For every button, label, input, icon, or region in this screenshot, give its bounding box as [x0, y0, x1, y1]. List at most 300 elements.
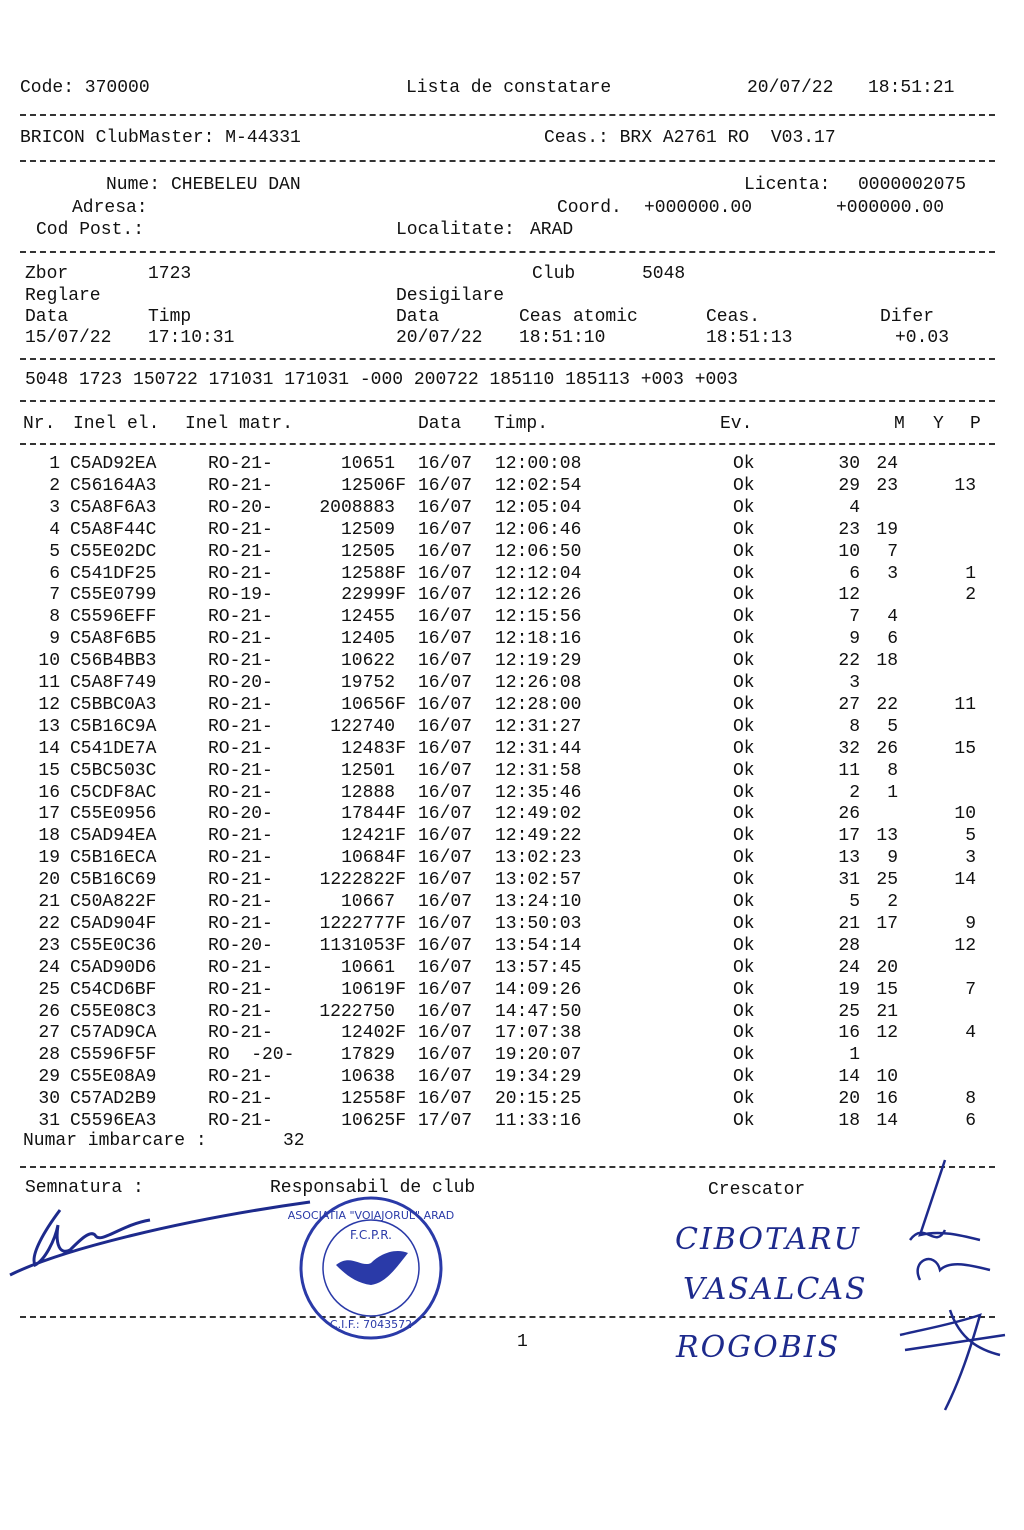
row-data: 16/07	[418, 738, 473, 759]
row-inel-matr-number: 2008883	[319, 497, 395, 518]
row-m: 19	[838, 979, 860, 1000]
row-inel-matr-number: 10625F	[341, 1111, 406, 1131]
row-inel-el: C541DE7A	[70, 738, 157, 759]
row-inel-matr-prefix: RO-20-	[208, 497, 273, 518]
row-ev: Ok	[733, 892, 755, 912]
row-ev: Ok	[733, 475, 755, 496]
row-m: 13	[838, 848, 860, 869]
club-stamp	[287, 1193, 455, 1343]
row-data: 16/07	[418, 892, 473, 912]
row-inel-el: C55E08C3	[70, 1001, 157, 1022]
row-timp: 12:26:08	[495, 673, 582, 693]
row-m: 12	[838, 585, 860, 606]
row-data: 16/07	[418, 673, 473, 693]
table-row	[0, 979, 1024, 1001]
row-inel-matr-number: 1222822F	[319, 870, 406, 891]
row-inel-el: C5596EA3	[70, 1111, 157, 1131]
divider	[20, 443, 995, 445]
row-p: 5	[965, 826, 976, 847]
row-y: 16	[876, 1089, 898, 1110]
row-inel-matr-number: 122740	[330, 716, 395, 737]
row-ev: Ok	[733, 497, 755, 518]
row-m: 30	[838, 454, 860, 474]
row-inel-matr-prefix: RO-21-	[208, 870, 273, 891]
row-ev: Ok	[733, 673, 755, 693]
row-data: 16/07	[418, 826, 473, 847]
numar-value: 32	[283, 1131, 305, 1151]
divider	[20, 160, 995, 162]
row-inel-matr-number: 10667	[340, 892, 395, 912]
row-ev: Ok	[733, 1001, 755, 1022]
row-inel-el: C57AD2B9	[70, 1089, 157, 1110]
row-inel-matr-prefix: RO-21-	[208, 607, 273, 628]
row-inel-matr-number: 12402F	[341, 1023, 406, 1044]
row-y: 18	[876, 651, 898, 672]
row-y: 13	[876, 826, 898, 847]
table-row	[0, 869, 1024, 891]
row-y: 21	[876, 1001, 898, 1022]
row-inel-matr-prefix: RO-21-	[208, 760, 273, 781]
desig-data-label: Data	[396, 307, 440, 327]
handwritten-name-2: VASALCAS	[683, 1272, 868, 1307]
row-nr: 23	[38, 935, 60, 956]
row-inel-matr-prefix: RO-21-	[208, 1067, 273, 1088]
row-ev: Ok	[733, 1089, 755, 1110]
row-inel-matr-number: 12588F	[341, 563, 406, 584]
row-nr: 6	[49, 563, 60, 584]
row-p: 15	[954, 738, 976, 759]
row-y: 14	[876, 1111, 898, 1131]
row-p: 9	[965, 913, 976, 934]
row-ev: Ok	[733, 629, 755, 650]
row-m: 18	[838, 1111, 860, 1131]
row-inel-el: C5A8F6A3	[70, 497, 157, 518]
row-ev: Ok	[733, 607, 755, 628]
row-inel-el: C541DF25	[70, 563, 157, 584]
row-m: 16	[838, 1023, 860, 1044]
reglare-timp: 17:10:31	[148, 328, 235, 348]
row-inel-matr-number: 12501	[340, 760, 395, 781]
ceas-atomic-label: Ceas atomic	[519, 307, 638, 327]
row-timp: 19:20:07	[495, 1045, 582, 1066]
zbor-label: Zbor	[25, 264, 69, 284]
zbor-value: 1723	[148, 264, 192, 284]
row-p: 1	[965, 563, 976, 584]
row-inel-el: C50A822F	[70, 892, 157, 912]
row-data: 17/07	[418, 1111, 473, 1131]
row-data: 16/07	[418, 1001, 473, 1022]
row-y: 26	[876, 738, 898, 759]
row-nr: 13	[38, 716, 60, 737]
row-ev: Ok	[733, 826, 755, 847]
row-inel-el: C55E0799	[70, 585, 157, 606]
row-inel-matr-prefix: RO-20-	[208, 804, 273, 825]
row-nr: 26	[38, 1001, 60, 1022]
row-inel-el: C5AD92EA	[70, 454, 157, 474]
row-timp: 20:15:25	[495, 1089, 582, 1110]
row-ev: Ok	[733, 563, 755, 584]
semnatura-label: Semnatura :	[25, 1178, 144, 1198]
reglare-data-label: Data	[25, 307, 69, 327]
row-inel-matr-number: 22999F	[341, 585, 406, 606]
row-p: 14	[954, 870, 976, 891]
row-inel-matr-number: 12888	[340, 782, 395, 803]
row-data: 16/07	[418, 1023, 473, 1044]
row-m: 26	[838, 804, 860, 825]
row-m: 27	[838, 694, 860, 715]
row-inel-el: C5AD904F	[70, 913, 157, 934]
row-inel-matr-prefix: RO-21-	[208, 1111, 273, 1131]
divider	[20, 400, 995, 402]
row-ev: Ok	[733, 519, 755, 540]
row-data: 16/07	[418, 519, 473, 540]
row-inel-matr-prefix: RO-21-	[208, 454, 273, 474]
row-data: 16/07	[418, 1045, 473, 1066]
table-row	[0, 957, 1024, 979]
col-p: P	[970, 414, 981, 434]
row-inel-el: C55E0C36	[70, 935, 157, 956]
ceas-atomic: 18:51:10	[519, 328, 606, 348]
row-nr: 10	[38, 651, 60, 672]
row-m: 20	[838, 1089, 860, 1110]
row-inel-matr-number: 17844F	[341, 804, 406, 825]
col-inel-el: Inel el.	[73, 414, 160, 434]
row-inel-matr-prefix: RO -20-	[208, 1045, 295, 1066]
svg-text:ASOCIATIA "VOIAJORUL" ARAD: ASOCIATIA "VOIAJORUL" ARAD	[287, 1209, 455, 1222]
signature-left	[0, 1180, 320, 1300]
table-row	[0, 935, 1024, 957]
row-ev: Ok	[733, 738, 755, 759]
row-data: 16/07	[418, 694, 473, 715]
divider	[20, 358, 995, 360]
row-nr: 20	[38, 870, 60, 891]
numar-label: Numar imbarcare :	[23, 1131, 207, 1151]
table-row	[0, 1110, 1024, 1132]
row-nr: 14	[38, 738, 60, 759]
table-row	[0, 738, 1024, 760]
row-inel-matr-number: 12505	[340, 541, 395, 562]
table-row	[0, 563, 1024, 585]
row-inel-el: C5596F5F	[70, 1045, 157, 1066]
row-nr: 5	[49, 541, 60, 562]
col-y: Y	[933, 414, 944, 434]
row-y: 5	[887, 716, 898, 737]
clock-info: Ceas.: BRX A2761 RO V03.17	[544, 128, 836, 148]
row-timp: 17:07:38	[495, 1023, 582, 1044]
row-y: 1	[887, 782, 898, 803]
row-timp: 14:47:50	[495, 1001, 582, 1022]
row-nr: 19	[38, 848, 60, 869]
row-timp: 13:54:14	[495, 935, 582, 956]
row-data: 16/07	[418, 913, 473, 934]
row-inel-el: C5CDF8AC	[70, 782, 157, 803]
col-timp: Timp.	[494, 414, 549, 434]
row-y: 2	[887, 892, 898, 912]
row-data: 16/07	[418, 979, 473, 1000]
nume-value: CHEBELEU DAN	[171, 175, 301, 195]
row-ev: Ok	[733, 979, 755, 1000]
row-timp: 12:49:02	[495, 804, 582, 825]
row-data: 16/07	[418, 848, 473, 869]
row-inel-matr-number: 12405	[340, 629, 395, 650]
row-inel-matr-prefix: RO-21-	[208, 957, 273, 978]
row-timp: 12:00:08	[495, 454, 582, 474]
row-nr: 8	[49, 607, 60, 628]
row-m: 5	[849, 892, 860, 912]
row-inel-matr-number: 17829	[340, 1045, 395, 1066]
row-m: 2	[849, 782, 860, 803]
row-m: 7	[849, 607, 860, 628]
row-nr: 15	[38, 760, 60, 781]
row-nr: 29	[38, 1067, 60, 1088]
table-row	[0, 891, 1024, 913]
row-timp: 13:02:23	[495, 848, 582, 869]
row-inel-matr-number: 1131053F	[319, 935, 406, 956]
row-inel-matr-number: 19752	[340, 673, 395, 693]
row-inel-matr-prefix: RO-21-	[208, 826, 273, 847]
row-inel-matr-prefix: RO-21-	[208, 651, 273, 672]
row-m: 3	[849, 673, 860, 693]
row-m: 24	[838, 957, 860, 978]
row-timp: 12:06:50	[495, 541, 582, 562]
row-p: 11	[954, 694, 976, 715]
table-row	[0, 1066, 1024, 1088]
row-inel-matr-number: 10684F	[341, 848, 406, 869]
row-inel-el: C57AD9CA	[70, 1023, 157, 1044]
localitate-label: Localitate:	[396, 220, 515, 240]
licenta-value: 0000002075	[858, 175, 967, 195]
row-inel-matr-prefix: RO-21-	[208, 848, 273, 869]
row-timp: 19:34:29	[495, 1067, 582, 1088]
print-date: 20/07/22	[747, 78, 834, 98]
table-row	[0, 803, 1024, 825]
row-ev: Ok	[733, 848, 755, 869]
svg-text:C.I.F.: 7043572: C.I.F.: 7043572	[329, 1318, 413, 1331]
row-inel-matr-prefix: RO-21-	[208, 716, 273, 737]
row-m: 6	[849, 563, 860, 584]
ceas-value: 18:51:13	[706, 328, 793, 348]
coord-x: +000000.00	[644, 198, 753, 218]
row-nr: 24	[38, 957, 60, 978]
row-nr: 11	[38, 673, 60, 693]
reglare-data: 15/07/22	[25, 328, 112, 348]
row-timp: 13:02:57	[495, 870, 582, 891]
localitate-value: ARAD	[530, 220, 574, 240]
row-y: 6	[887, 629, 898, 650]
table-row	[0, 584, 1024, 606]
row-y: 10	[876, 1067, 898, 1088]
row-p: 3	[965, 848, 976, 869]
row-inel-matr-number: 12455	[340, 607, 395, 628]
print-time: 18:51:21	[868, 78, 955, 98]
club-label: Club	[532, 264, 576, 284]
row-inel-matr-prefix: RO-21-	[208, 694, 273, 715]
row-data: 16/07	[418, 475, 473, 496]
table-row	[0, 716, 1024, 738]
row-inel-matr-prefix: RO-21-	[208, 629, 273, 650]
table-row	[0, 497, 1024, 519]
row-data: 16/07	[418, 716, 473, 737]
row-data: 16/07	[418, 629, 473, 650]
row-m: 14	[838, 1067, 860, 1088]
row-inel-matr-prefix: RO-21-	[208, 541, 273, 562]
row-data: 16/07	[418, 541, 473, 562]
row-inel-matr-prefix: RO-20-	[208, 935, 273, 956]
row-data: 16/07	[418, 585, 473, 606]
row-inel-el: C56B4BB3	[70, 651, 157, 672]
row-timp: 12:12:26	[495, 585, 582, 606]
row-p: 7	[965, 979, 976, 1000]
row-ev: Ok	[733, 454, 755, 474]
table-row	[0, 519, 1024, 541]
row-ev: Ok	[733, 651, 755, 672]
row-data: 16/07	[418, 935, 473, 956]
row-inel-matr-number: 10619F	[341, 979, 406, 1000]
row-nr: 3	[49, 497, 60, 518]
row-m: 31	[838, 870, 860, 891]
row-ev: Ok	[733, 1045, 755, 1066]
row-inel-el: C5B16ECA	[70, 848, 157, 869]
row-inel-el: C55E02DC	[70, 541, 157, 562]
coord-y: +000000.00	[836, 198, 945, 218]
row-inel-el: C5A8F749	[70, 673, 157, 693]
row-timp: 12:19:29	[495, 651, 582, 672]
row-data: 16/07	[418, 782, 473, 803]
summary-line: 5048 1723 150722 171031 171031 -000 200722 185110 185113 +003 +003	[25, 370, 738, 390]
document-title: Lista de constatare	[406, 78, 612, 98]
row-inel-matr-prefix: RO-20-	[208, 673, 273, 693]
nume-label: Nume:	[105, 175, 160, 195]
row-ev: Ok	[733, 1067, 755, 1088]
divider	[20, 251, 995, 253]
row-m: 1	[849, 1045, 860, 1066]
row-inel-el: C56164A3	[70, 475, 157, 496]
row-m: 29	[838, 475, 860, 496]
row-inel-el: C5596EFF	[70, 607, 157, 628]
row-m: 8	[849, 716, 860, 737]
row-ev: Ok	[733, 1023, 755, 1044]
table-row	[0, 672, 1024, 694]
row-inel-matr-prefix: RO-21-	[208, 563, 273, 584]
row-m: 10	[838, 541, 860, 562]
row-inel-el: C5A8F44C	[70, 519, 157, 540]
row-timp: 12:31:58	[495, 760, 582, 781]
table-row	[0, 782, 1024, 804]
row-ev: Ok	[733, 804, 755, 825]
table-row	[0, 1022, 1024, 1044]
row-y: 22	[876, 694, 898, 715]
row-nr: 16	[38, 782, 60, 803]
row-timp: 13:50:03	[495, 913, 582, 934]
codpost-label: Cod Post.:	[36, 220, 145, 240]
row-y: 8	[887, 760, 898, 781]
row-p: 6	[965, 1111, 976, 1131]
row-y: 15	[876, 979, 898, 1000]
row-p: 12	[954, 935, 976, 956]
row-timp: 12:18:16	[495, 629, 582, 650]
table-row	[0, 825, 1024, 847]
clubmaster: BRICON ClubMaster: M-44331	[20, 128, 301, 148]
svg-text:F.C.P.R.: F.C.P.R.	[350, 1228, 392, 1242]
coord-label: Coord.	[557, 198, 622, 218]
row-data: 16/07	[418, 607, 473, 628]
row-inel-matr-number: 10661	[340, 957, 395, 978]
row-y: 3	[887, 563, 898, 584]
row-nr: 31	[38, 1111, 60, 1131]
row-data: 16/07	[418, 563, 473, 584]
row-data: 16/07	[418, 1089, 473, 1110]
desigilare-label: Desigilare	[396, 286, 505, 306]
row-m: 21	[838, 913, 860, 934]
row-inel-matr-prefix: RO-21-	[208, 738, 273, 759]
row-y: 4	[887, 607, 898, 628]
table-row	[0, 541, 1024, 563]
crescator-label: Crescator	[708, 1180, 806, 1200]
row-inel-el: C5A8F6B5	[70, 629, 157, 650]
row-ev: Ok	[733, 870, 755, 891]
desig-data: 20/07/22	[396, 328, 483, 348]
table-row	[0, 847, 1024, 869]
row-p: 10	[954, 804, 976, 825]
row-inel-matr-number: 10622	[340, 651, 395, 672]
handwritten-name-1: CIBOTARU	[675, 1222, 861, 1257]
table-row	[0, 453, 1024, 475]
row-ev: Ok	[733, 1111, 755, 1131]
reglare-label: Reglare	[25, 286, 101, 306]
row-y: 20	[876, 957, 898, 978]
table-row	[0, 650, 1024, 672]
row-ev: Ok	[733, 957, 755, 978]
table-row	[0, 606, 1024, 628]
row-y: 24	[876, 454, 898, 474]
col-m: M	[894, 414, 905, 434]
row-data: 16/07	[418, 454, 473, 474]
row-data: 16/07	[418, 651, 473, 672]
row-inel-matr-number: 12558F	[341, 1089, 406, 1110]
table-row	[0, 628, 1024, 650]
row-m: 22	[838, 651, 860, 672]
row-timp: 13:57:45	[495, 957, 582, 978]
row-m: 32	[838, 738, 860, 759]
reglare-timp-label: Timp	[148, 307, 192, 327]
row-inel-matr-number: 10638	[340, 1067, 395, 1088]
row-data: 16/07	[418, 1067, 473, 1088]
row-nr: 4	[49, 519, 60, 540]
row-inel-matr-number: 12483F	[341, 738, 406, 759]
table-row	[0, 1044, 1024, 1066]
row-m: 11	[838, 760, 860, 781]
row-inel-el: C5AD90D6	[70, 957, 157, 978]
table-row	[0, 760, 1024, 782]
row-inel-matr-number: 12421F	[341, 826, 406, 847]
row-timp: 13:24:10	[495, 892, 582, 912]
row-timp: 12:12:04	[495, 563, 582, 584]
row-p: 2	[965, 585, 976, 606]
row-timp: 12:05:04	[495, 497, 582, 518]
row-inel-matr-prefix: RO-21-	[208, 1001, 273, 1022]
row-nr: 21	[38, 892, 60, 912]
row-data: 16/07	[418, 870, 473, 891]
row-ev: Ok	[733, 782, 755, 803]
signature-right	[880, 1150, 1020, 1420]
row-y: 19	[876, 519, 898, 540]
responsabil-label: Responsabil de club	[270, 1178, 476, 1198]
row-ev: Ok	[733, 935, 755, 956]
row-ev: Ok	[733, 694, 755, 715]
row-ev: Ok	[733, 541, 755, 562]
row-timp: 12:31:27	[495, 716, 582, 737]
row-inel-matr-prefix: RO-21-	[208, 913, 273, 934]
